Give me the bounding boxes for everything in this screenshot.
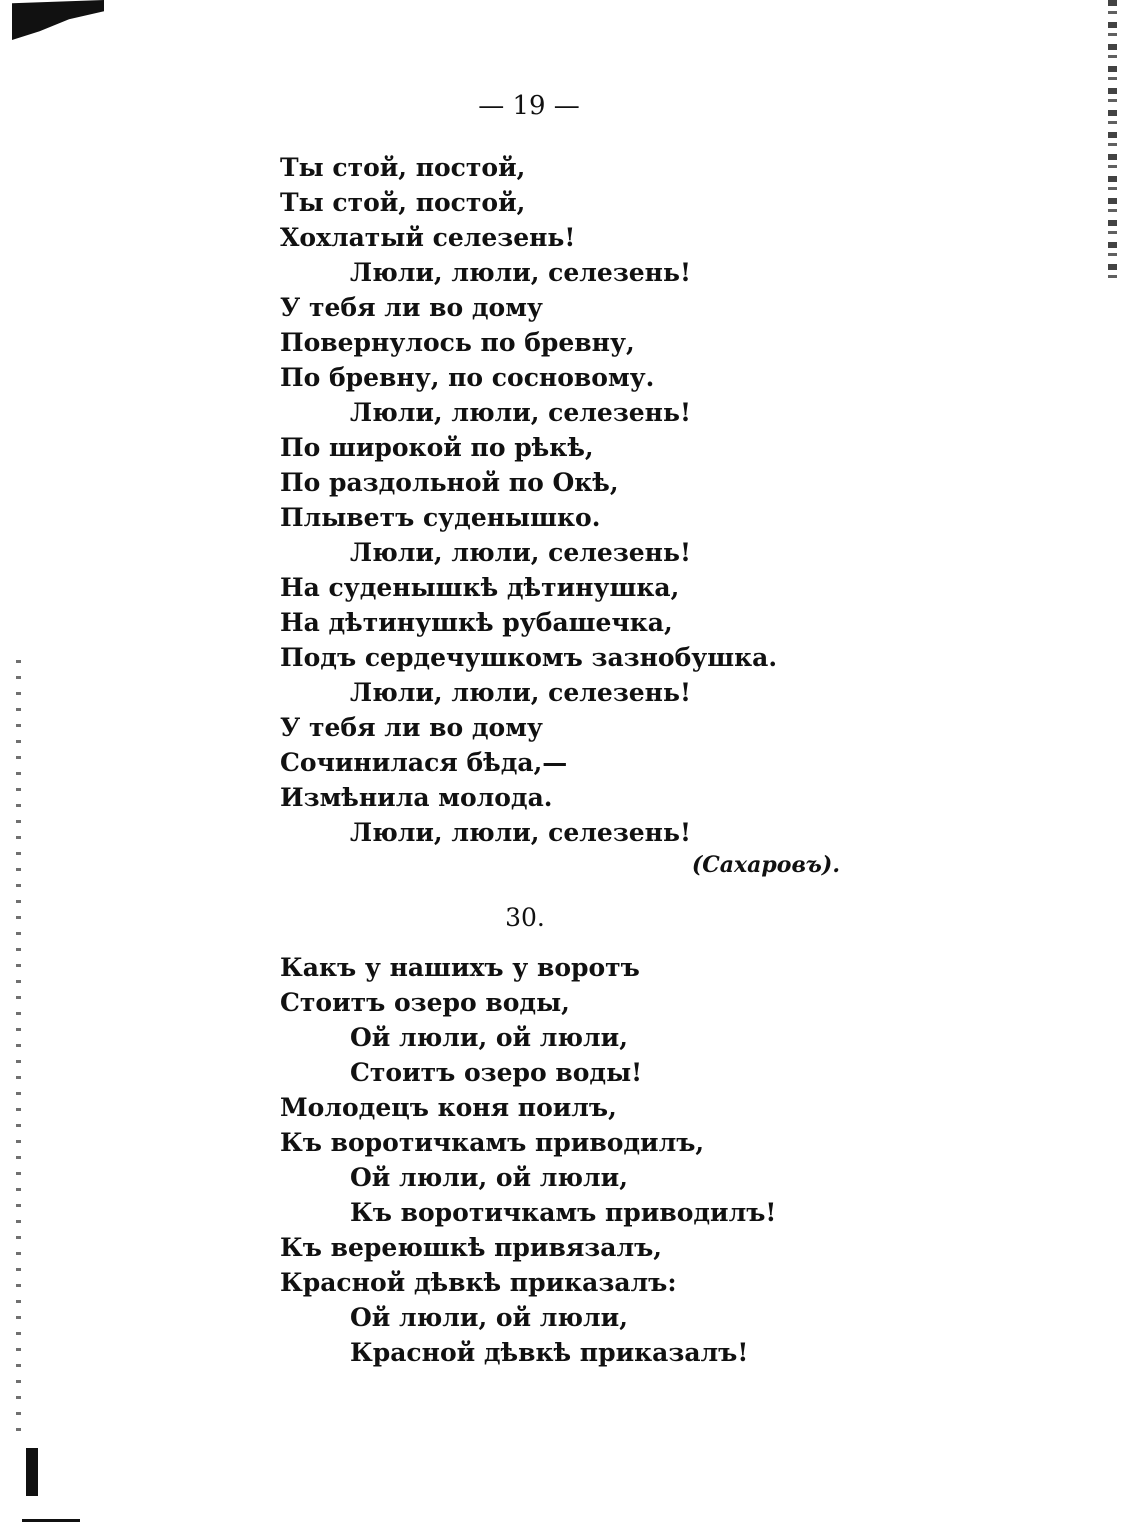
refrain-line: Ой люли, ой люли, [350, 1303, 628, 1332]
verse-line: Какъ у нашихъ у воротъ [280, 953, 640, 982]
refrain-line: Ой люли, ой люли, [350, 1163, 628, 1192]
refrain-line: Люли, люли, селезень! [350, 258, 691, 287]
verse-line: Плыветъ суденышко. [280, 503, 601, 532]
verse-line: Ты стой, постой, [280, 153, 526, 182]
verse-line: У тебя ли во дому [280, 293, 543, 322]
poem-1 [280, 150, 777, 850]
verse-line: По широкой по рѣкѣ, [280, 433, 594, 462]
verse-line: Къ вереюшкѣ привязалъ, [280, 1233, 662, 1262]
verse-line: Повернулось по бревну, [280, 328, 635, 357]
verse-line: Стоитъ озеро воды, [280, 988, 570, 1017]
verse-line: На суденышкѣ дѣтинушка, [280, 573, 680, 602]
verse-line: По бревну, по сосновому. [280, 363, 655, 392]
scan-artifact-bottom-line [22, 1519, 80, 1522]
scan-artifact-corner [12, 0, 104, 40]
section-number: 30. [505, 903, 545, 932]
refrain-line: Ой люли, ой люли, [350, 1023, 628, 1052]
verse-line: Молодецъ коня поилъ, [280, 1093, 617, 1122]
refrain-line: Красной дѣвкѣ приказалъ! [350, 1338, 749, 1367]
verse-line: Хохлатый селезень! [280, 223, 576, 252]
verse-line: У тебя ли во дому [280, 713, 543, 742]
refrain-line: Люли, люли, селезень! [350, 678, 691, 707]
verse-line: Ты стой, постой, [280, 188, 526, 217]
verse-line: Подъ сердечушкомъ зазнобушка. [280, 643, 778, 672]
attribution: (Сахаровъ). [691, 852, 840, 878]
refrain-line: Къ воротичкамъ приводилъ! [350, 1198, 777, 1227]
refrain-line: Люли, люли, селезень! [350, 398, 691, 427]
verse-line: Красной дѣвкѣ приказалъ: [280, 1268, 677, 1297]
verse-line: По раздольной по Окѣ, [280, 468, 619, 497]
verse-line: Сочинилася бѣда,— [280, 748, 568, 777]
poem-2 [280, 950, 776, 1370]
verse-line: Измѣнила молода. [280, 783, 553, 812]
verse-line: Къ воротичкамъ приводилъ, [280, 1128, 705, 1157]
scan-artifact-left-edge [16, 660, 21, 1440]
refrain-line: Стоитъ озеро воды! [350, 1058, 643, 1087]
page-number: — 19 — [478, 91, 580, 121]
verse-line: На дѣтинушкѣ рубашечка, [280, 608, 673, 637]
scan-artifact-bracket [26, 1448, 38, 1496]
refrain-line: Люли, люли, селезень! [350, 818, 691, 847]
refrain-line: Люли, люли, селезень! [350, 538, 691, 567]
scan-artifact-right-edge [1108, 0, 1117, 280]
